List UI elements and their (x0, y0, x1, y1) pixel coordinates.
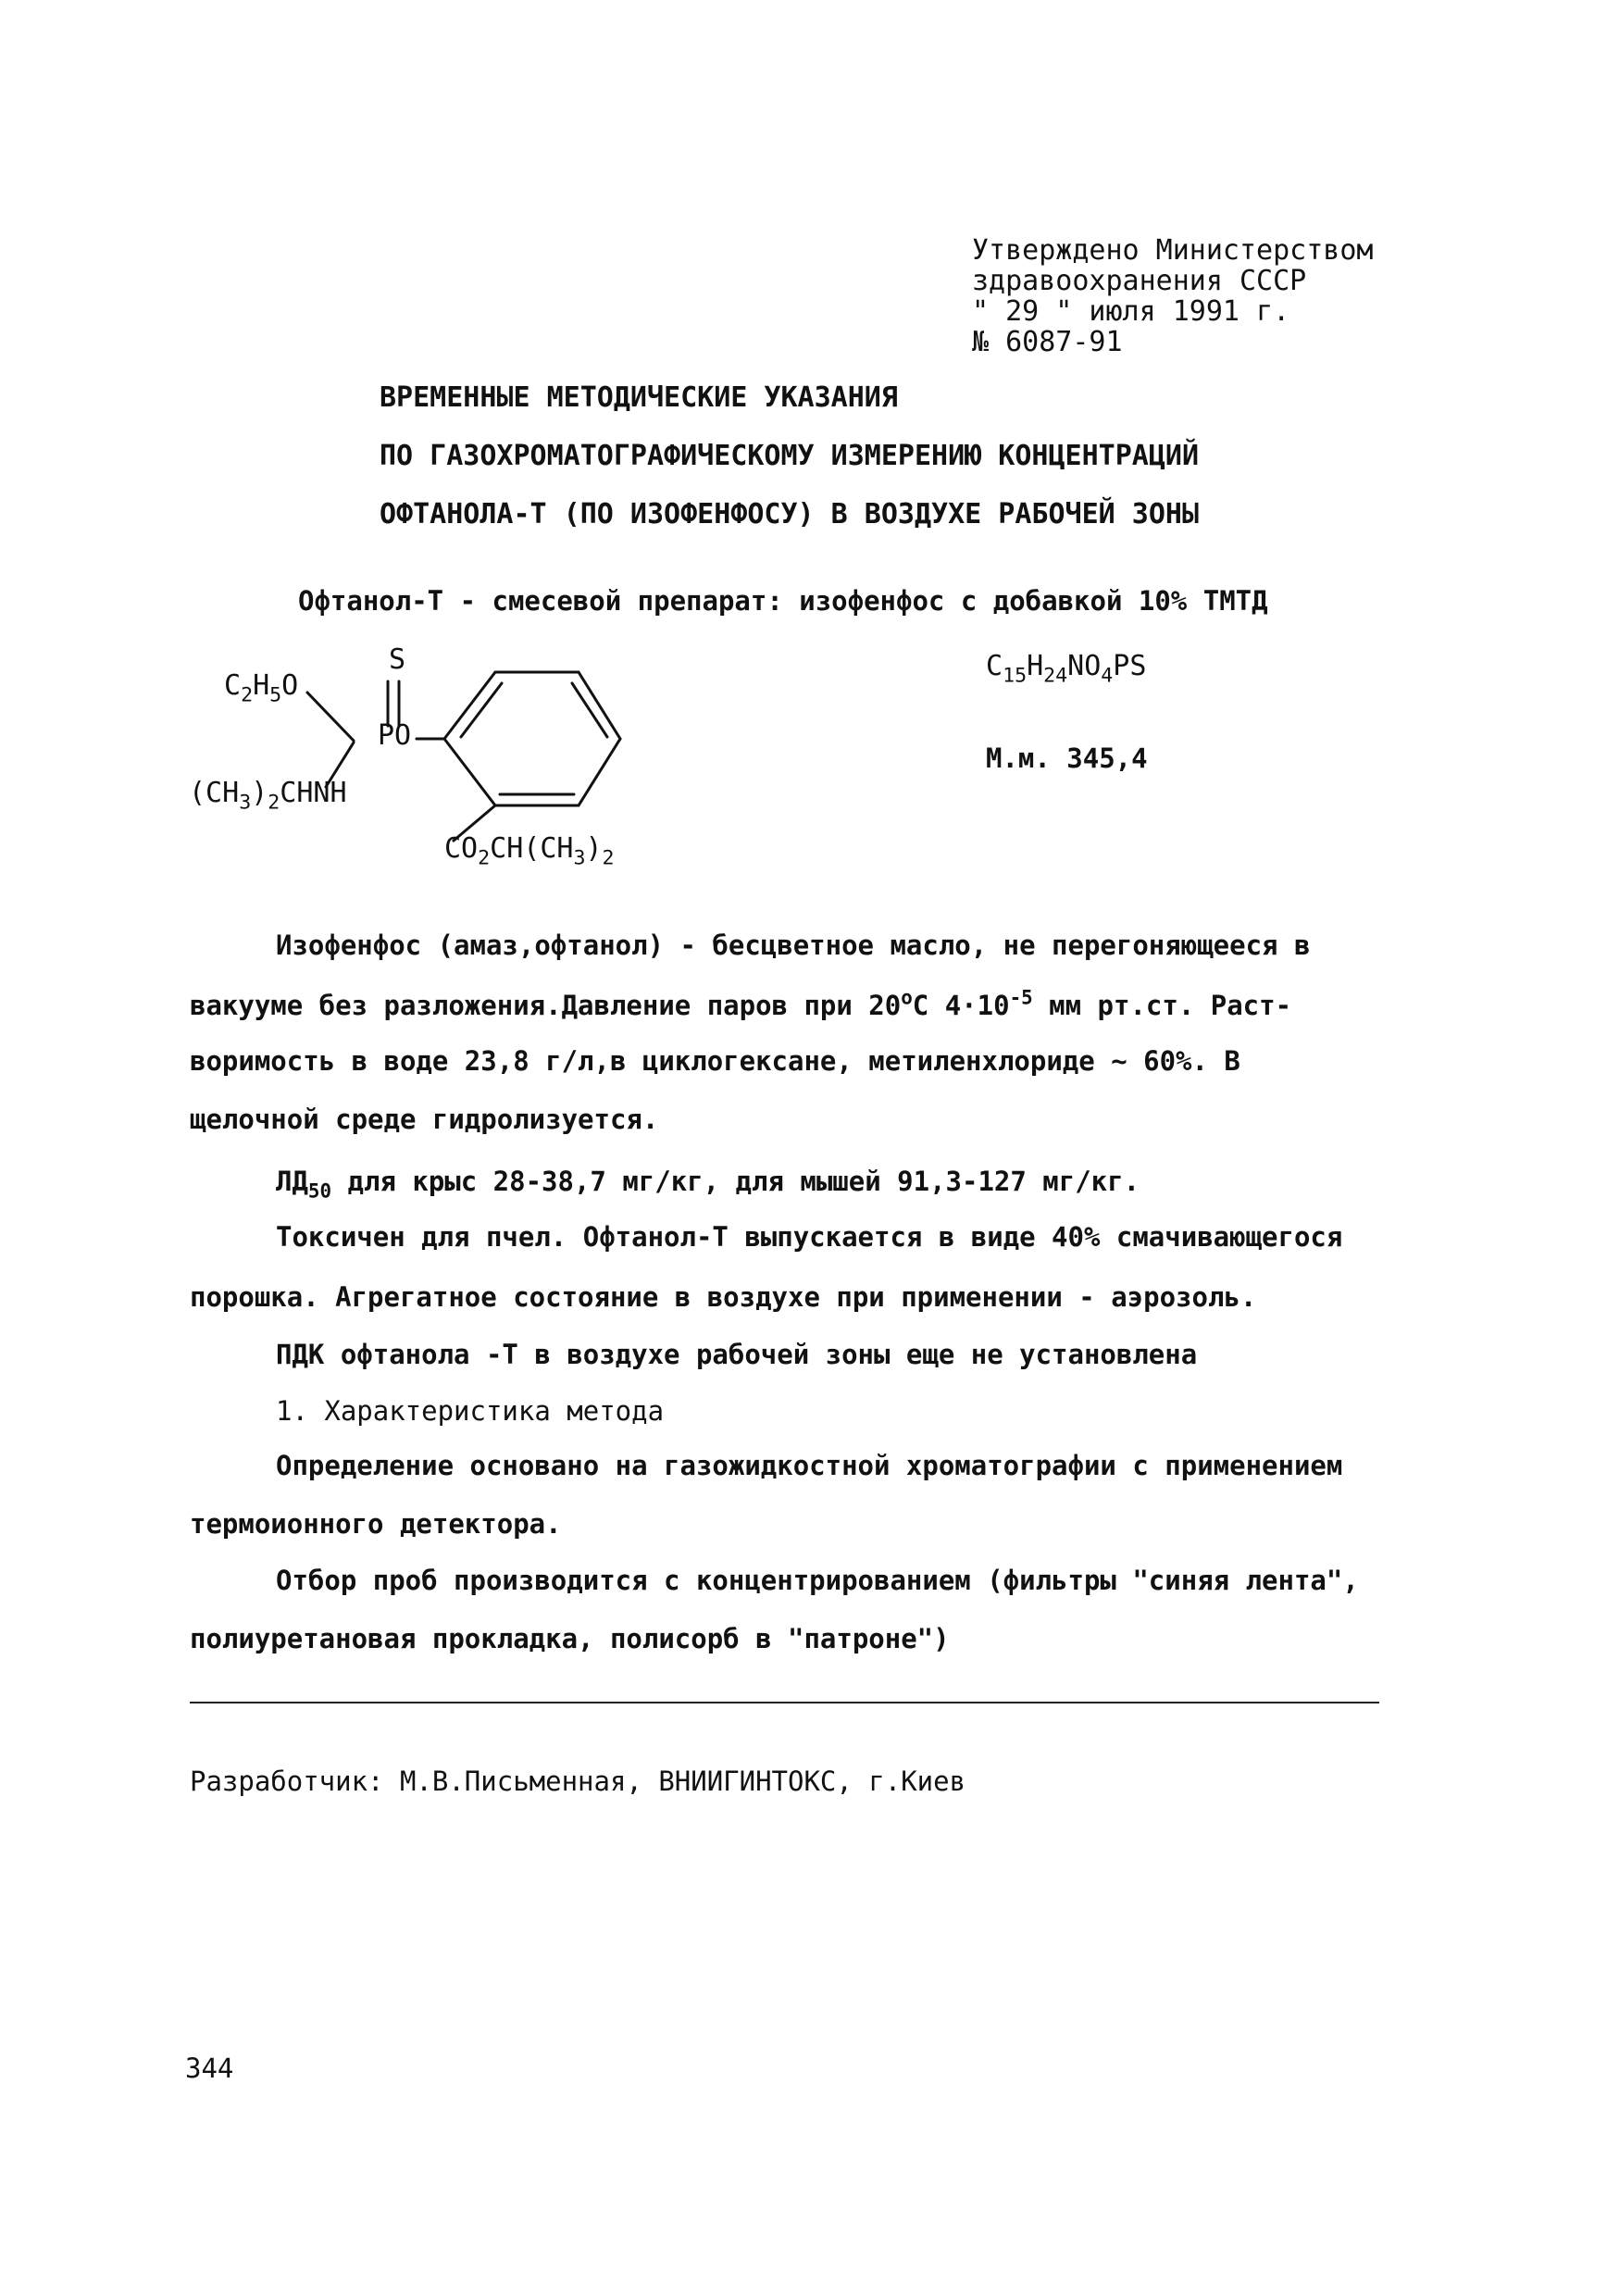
footnote-divider (190, 1702, 1379, 1703)
ester-group: $CO_2CH(CH_3)_2$ (444, 832, 615, 870)
molecular-formula: $C_{15}H_{24}NO_4PS$ (986, 650, 1147, 688)
approval-line: здравоохранения СССР (972, 265, 1307, 297)
paragraph-line: Изофенфос (амаз,офтанол) - бесцветное масло, не перегоняющееся в (276, 930, 1311, 961)
bond-o-p (307, 693, 354, 741)
paragraph-line: Токсичен для пчел. Офтанол-Т выпускается в виде 40% смачивающегося (276, 1221, 1343, 1253)
paragraph-line: полиуретановая прокладка, полисорб в "патроне") (190, 1623, 950, 1654)
toxicity-line: $ЛД_{50}$ для крыс 28-38,7 мг/кг, для мышей 91,3-127 мг/кг. (276, 1166, 1140, 1203)
approval-line: Утверждено Министерством (972, 234, 1374, 267)
paragraph-line: Отбор проб производится с концентрированием (фильтры "синяя лента", (276, 1565, 1359, 1596)
paragraph-line: ПДК офтанола -Т в воздухе рабочей зоны еще не установлена (276, 1339, 1198, 1370)
paragraph-line: щелочной среде гидролизуется. (190, 1104, 659, 1135)
section-heading: 1. Характеристика метода (276, 1395, 665, 1427)
developer-footnote: Разработчик: М.В.Письменная, ВНИИГИНТОКС, г.Киев (190, 1766, 966, 1797)
document-title-line-1: ВРЕМЕННЫЕ МЕТОДИЧЕСКИЕ УКАЗАНИЯ (380, 381, 898, 414)
page-number: 344 (185, 2053, 234, 2084)
paragraph-line: воримость в воде 23,8 г/л,в циклогексане, метиленхлориде ~ 60%. В (190, 1045, 1240, 1077)
approval-line: " 29 " июля 1991 г. (972, 295, 1290, 328)
molar-mass: М.м. 345,4 (986, 742, 1148, 774)
chemical-structure (167, 639, 685, 889)
approval-number: № 6087-91 (972, 326, 1123, 358)
approval-block (972, 235, 1373, 357)
document-title-line-3: ОФТАНОЛА-Т (ПО ИЗОФЕНФОСУ) В ВОЗДУХЕ РАБОЧЕЙ ЗОНЫ (380, 498, 1200, 530)
paragraph-line: вакууме без разложения.Давление паров при 20$^o$С $4\cdot 10^{-5}$ мм рт.ст. Раст- (190, 986, 1292, 1021)
sulfur-atom: S (389, 643, 406, 676)
paragraph-line: термоионного детектора. (190, 1508, 562, 1540)
document-title-line-2: ПО ГАЗОХРОМАТОГРАФИЧЕСКОМУ ИЗМЕРЕНИЮ КОНЦЕНТРАЦИЙ (380, 440, 1200, 472)
paragraph-line: порошка. Агрегатное состояние в воздухе при применении - аэрозоль. (190, 1281, 1257, 1313)
intro-line: Офтанол-Т - смесевой препарат: изофенфос с добавкой 10% ТМТД (298, 585, 1268, 617)
benzene-ring (444, 672, 620, 805)
isopropylamino-group: $(CH_3)_2CHNH$ (189, 777, 347, 815)
paragraph-line: Определение основано на газожидкостной хроматографии с применением (276, 1450, 1343, 1481)
ethoxy-group: $C_2H_5O$ (224, 669, 299, 707)
phosphorus-oxygen: PO (378, 719, 412, 752)
